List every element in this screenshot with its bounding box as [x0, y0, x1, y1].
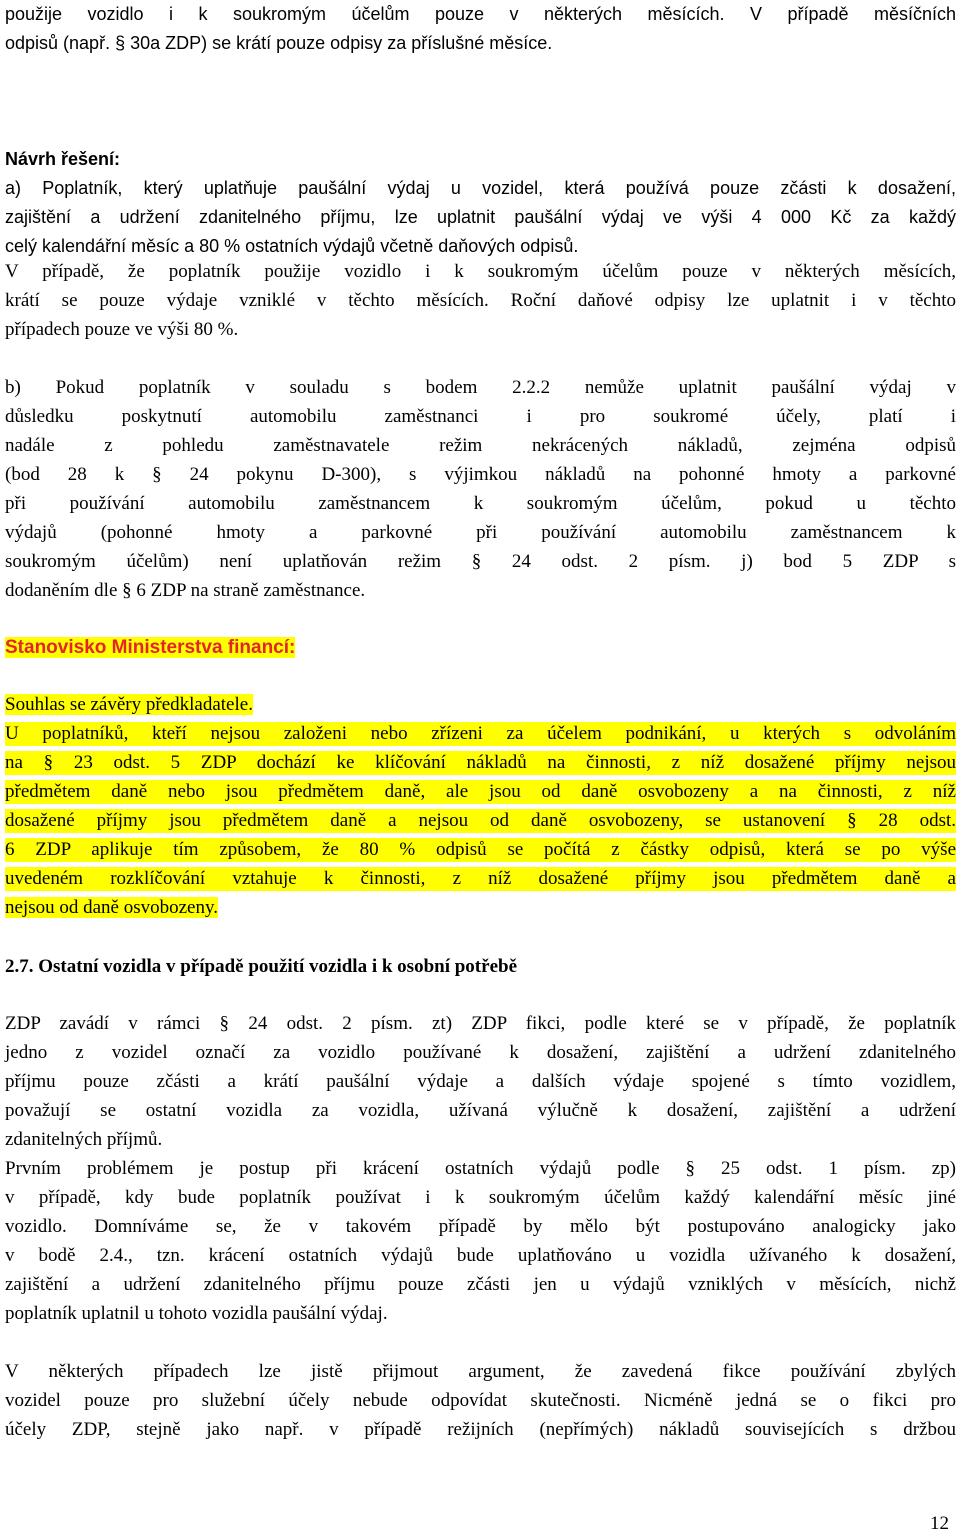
- text-line: v případě, kdy bude poplatník používat i k soukromým účelům každý kalendářní měsíc jiné: [5, 1187, 956, 1208]
- highlighted-line: na § 23 odst. 5 ZDP dochází ke klíčování nákladů na činnosti, z níž dosažené příjmy nejsou: [5, 752, 956, 773]
- text-line: celý kalendářní měsíc a 80 % ostatních výdajů včetně daňových odpisů.: [5, 236, 579, 256]
- highlighted-line: nejsou od daně osvobozeny.: [5, 897, 218, 918]
- highlighted-line: dosažené příjmy jsou předmětem daně a nejsou od daně osvobozeny, se ustanovení § 28 odst.: [5, 810, 956, 831]
- text-line: dodaněním dle § 6 ZDP na straně zaměstnance.: [5, 580, 366, 601]
- highlighted-line: uvedeném rozklíčování vztahuje k činnosti, z níž dosažené příjmy jsou předmětem daně a: [5, 868, 956, 889]
- text-line: a) Poplatník, který uplatňuje paušální výdaj u vozidel, která používá pouze zčásti k dosažení,: [5, 178, 956, 198]
- text-line: považují se ostatní vozidla za vozidla, užívaná výlučně k dosažení, zajištění a udržení: [5, 1100, 956, 1121]
- text-line: [5, 693, 956, 717]
- text-line: soukromým účelům) není uplatňován režim § 24 odst. 2 písm. j) bod 5 ZDP s: [5, 551, 956, 572]
- ministry-heading: [5, 636, 956, 660]
- text-line: při používání automobilu zaměstnancem k soukromým účelům, pokud u těchto: [5, 493, 956, 514]
- text-line: V některých případech lze jistě přijmout argument, že zavedená fikce používání zbylých: [5, 1361, 956, 1382]
- text-line: ZDP zavádí v rámci § 24 odst. 2 písm. zt) ZDP fikci, podle které se v případě, že poplatník: [5, 1013, 956, 1034]
- text-line: odpisů (např. § 30a ZDP) se krátí pouze odpisy za příslušné měsíce.: [5, 33, 553, 53]
- highlighted-line: 6 ZDP aplikuje tím způsobem, že 80 % odpisů se počítá z částky odpisů, která se po výše: [5, 839, 956, 860]
- text-line: poplatník uplatnil u tohoto vozidla paušální výdaj.: [5, 1303, 388, 1324]
- text-line: b) Pokud poplatník v souladu s bodem 2.2.2 nemůže uplatnit paušální výdaj v: [5, 377, 956, 398]
- text-line: nadále z pohledu zaměstnavatele režim nekrácených nákladů, zejména odpisů: [5, 435, 956, 456]
- text-line: důsledku poskytnutí automobilu zaměstnanci i pro soukromé účely, platí i: [5, 406, 956, 427]
- ministry-heading-text: Stanovisko Ministerstva financí:: [5, 637, 296, 658]
- text-line: zdanitelných příjmů.: [5, 1129, 163, 1150]
- text-line: krátí se pouze výdaje vzniklé v těchto měsících. Roční daňové odpisy lze uplatnit i v těchto: [5, 290, 956, 311]
- text-line: jedno z vozidel označí za vozidlo používané k dosažení, zajištění a udržení zdanitelného: [5, 1042, 956, 1063]
- highlighted-line: předmětem daně nebo jsou předmětem daně, ale jsou od daně osvobozeny a na činnosti, z níž: [5, 781, 956, 802]
- text-line: zajištění a udržení zdanitelného příjmu pouze zčásti jen u výdajů vzniklých v měsících, nichž: [5, 1274, 956, 1295]
- text-line: zajištění a udržení zdanitelného příjmu, lze uplatnit paušální výdaj ve výši 4 000 Kč za každý: [5, 207, 956, 227]
- section-heading: 2.7. Ostatní vozidla v případě použití vozidla i k osobní potřebě: [5, 956, 517, 977]
- text-line: použije vozidlo i k soukromým účelům pouze v některých měsících. V případě měsíčních: [5, 4, 956, 24]
- agree-text: Souhlas se závěry předkladatele.: [5, 694, 253, 715]
- text-line: účely ZDP, stejně jako např. v případě režijních (nepřímých) nákladů souvisejících s držbou: [5, 1419, 956, 1440]
- text-line: vozidlo. Domníváme se, že v takovém případě by mělo být postupováno analogicky jako: [5, 1216, 956, 1237]
- text-line: případech pouze ve výši 80 %.: [5, 319, 239, 340]
- text-line: vozidel pouze pro služební účely nebude odpovídat skutečnosti. Nicméně jedná se o fikci pro: [5, 1390, 956, 1411]
- text-line: (bod 28 k § 24 pokynu D-300), s výjimkou nákladů na pohonné hmoty a parkovné: [5, 464, 956, 485]
- text-line: v bodě 2.4., tzn. krácení ostatních výdajů bude uplatňováno u vozidla užívaného k dosažení,: [5, 1245, 956, 1266]
- highlighted-line: U poplatníků, kteří nejsou založeni nebo zřízeni za účelem podnikání, u kterých s odvoláním: [5, 723, 956, 744]
- proposal-heading: Návrh řešení:: [5, 149, 121, 169]
- text-line: Prvním problémem je postup při krácení ostatních výdajů podle § 25 odst. 1 písm. zp): [5, 1158, 956, 1179]
- page-number: 12: [930, 1513, 949, 1534]
- text-line: V případě, že poplatník použije vozidlo i k soukromým účelům pouze v některých měsících,: [5, 261, 956, 282]
- text-line: výdajů (pohonné hmoty a parkovné při používání automobilu zaměstnancem k: [5, 522, 956, 543]
- text-line: [5, 896, 956, 920]
- text-line: příjmu pouze zčásti a krátí paušální výdaje a dalších výdaje spojené s tímto vozidlem,: [5, 1071, 956, 1092]
